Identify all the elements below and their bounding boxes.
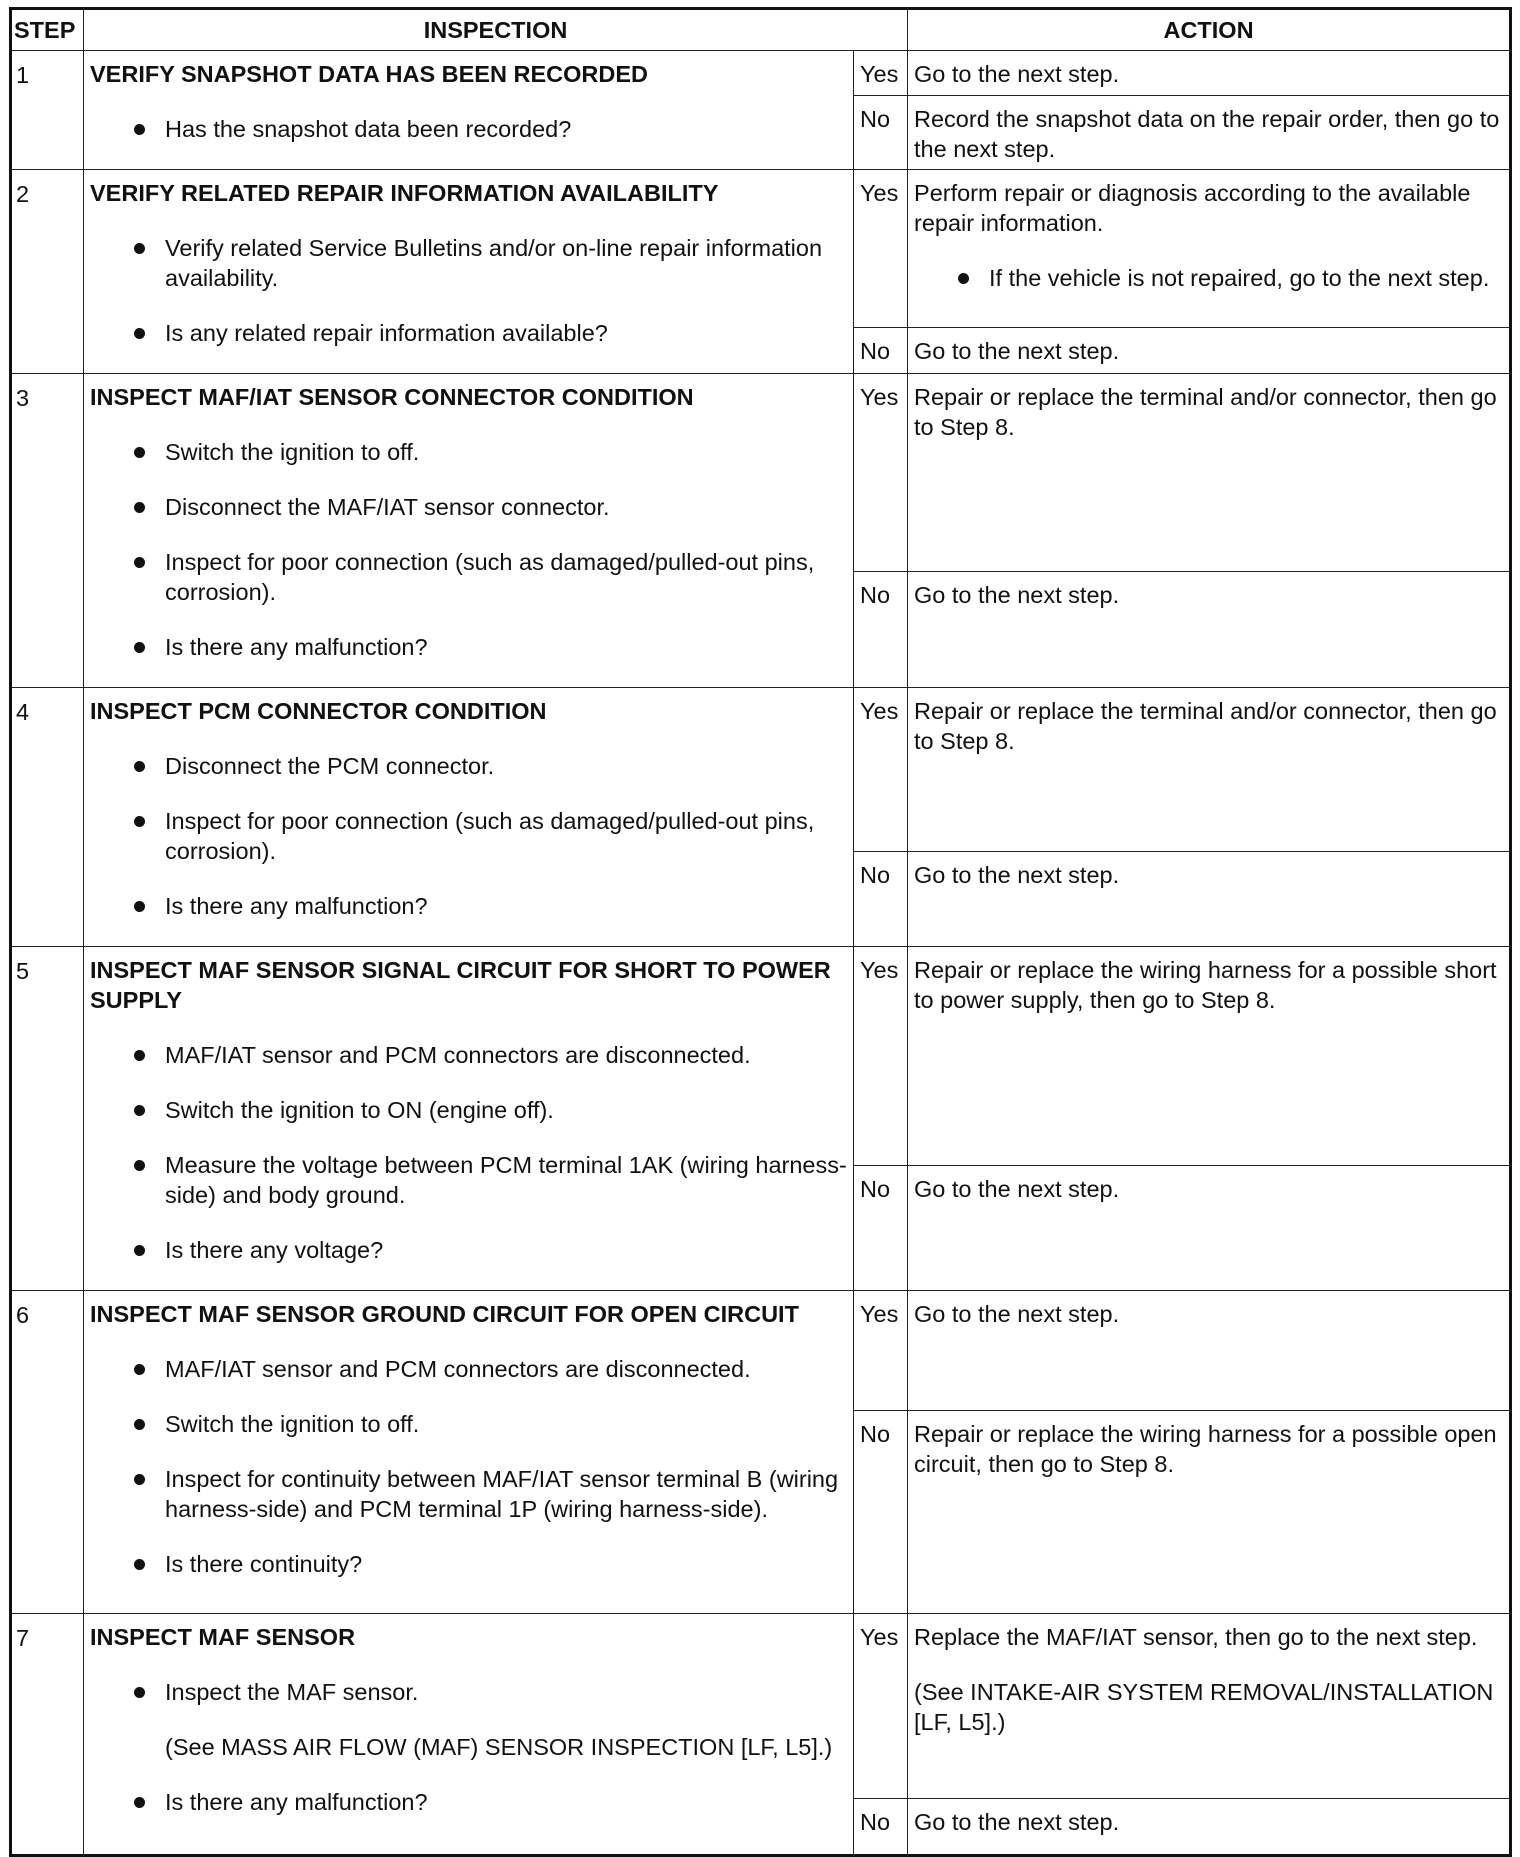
inspection-item-text: Inspect for poor connection (such as damaged/pulled-out pins, corrosion). — [165, 808, 815, 864]
table-row — [11, 374, 1511, 572]
inspection-item — [90, 751, 847, 781]
inspection-item-text: Is there continuity? — [165, 1551, 363, 1577]
yes-label: Yes — [854, 51, 908, 96]
inspection-item — [90, 1409, 847, 1439]
bullet-icon — [134, 1105, 145, 1116]
bullet-icon — [134, 557, 145, 568]
yes-action-text: Repair or replace the wiring harness for a possible short to power supply, then go to Step 8. — [914, 957, 1497, 1013]
inspection-item-text: Measure the voltage between PCM terminal 1AK (wiring harness-side) and body ground. — [165, 1152, 847, 1208]
inspection-item-text: Disconnect the MAF/IAT sensor connector. — [165, 494, 610, 520]
inspection-item — [90, 891, 847, 921]
inspection-cell — [84, 170, 854, 374]
no-action-text: Go to the next step. — [914, 1809, 1120, 1835]
inspection-cell — [84, 947, 854, 1291]
inspection-item-text: MAF/IAT sensor and PCM connectors are disconnected. — [165, 1042, 751, 1068]
no-action-cell — [908, 327, 1511, 373]
inspection-cell — [84, 1291, 854, 1614]
bullet-icon — [134, 124, 145, 135]
no-label: No — [854, 1166, 908, 1291]
inspection-item-text: Disconnect the PCM connector. — [165, 753, 495, 779]
table-row — [11, 1291, 1511, 1411]
table-row — [11, 170, 1511, 328]
bullet-icon — [134, 1245, 145, 1256]
yes-action-cell — [908, 1291, 1511, 1411]
bullet-icon — [134, 1160, 145, 1171]
bullet-icon — [134, 816, 145, 827]
yes-label: Yes — [854, 374, 908, 572]
inspection-title: INSPECT MAF SENSOR — [90, 1624, 356, 1650]
yes-label: Yes — [854, 688, 908, 852]
inspection-title: INSPECT MAF SENSOR GROUND CIRCUIT FOR OPEN CIRCUIT — [90, 1301, 799, 1327]
no-action-cell — [908, 1166, 1511, 1291]
inspection-item — [90, 1150, 847, 1210]
yes-label: Yes — [854, 1614, 908, 1799]
no-action-cell — [908, 1799, 1511, 1856]
inspection-item-text: Switch the ignition to off. — [165, 1411, 420, 1437]
no-action-text: Go to the next step. — [914, 582, 1120, 609]
inspection-note: (See MASS AIR FLOW (MAF) SENSOR INSPECTION [LF, L5].) — [165, 1734, 833, 1760]
step-number: 6 — [11, 1291, 84, 1614]
yes-action-cell — [908, 374, 1511, 572]
no-label: No — [854, 1411, 908, 1614]
table-body — [11, 51, 1511, 1856]
yes-action-text: Perform repair or diagnosis according to the available repair information. — [914, 180, 1471, 236]
no-action-text: Go to the next step. — [914, 861, 1120, 888]
header-row — [11, 9, 1511, 51]
yes-label: Yes — [854, 170, 908, 328]
step-number: 7 — [11, 1614, 84, 1856]
step-number: 1 — [11, 51, 84, 170]
no-action-cell — [908, 851, 1511, 946]
no-action-text: Record the snapshot data on the repair order, then go to the next step. — [914, 106, 1500, 163]
inspection-item — [90, 1040, 847, 1070]
yes-action-reference: (See INTAKE-AIR SYSTEM REMOVAL/INSTALLATION [LF, L5].) — [914, 1679, 1494, 1735]
yes-action-text: Replace the MAF/IAT sensor, then go to the next step. — [914, 1624, 1478, 1650]
inspection-item — [90, 632, 847, 662]
step-number: 5 — [11, 947, 84, 1291]
inspection-item — [90, 1095, 847, 1125]
inspection-item — [90, 1464, 847, 1524]
bullet-icon — [134, 901, 145, 912]
table-row — [11, 947, 1511, 1166]
inspection-item-text: Switch the ignition to off. — [165, 439, 420, 465]
bullet-icon — [134, 1797, 145, 1808]
step-number: 3 — [11, 374, 84, 688]
no-label: No — [854, 1799, 908, 1856]
yes-action-bullet-text: If the vehicle is not repaired, go to the next step. — [989, 265, 1490, 291]
inspection-item-text: MAF/IAT sensor and PCM connectors are disconnected. — [165, 1356, 751, 1382]
header-step: STEP — [11, 9, 84, 51]
no-action-text: Repair or replace the wiring harness for a possible open circuit, then go to Step 8. — [914, 1421, 1497, 1477]
inspection-item — [90, 318, 847, 348]
diagnostic-table — [9, 7, 1512, 1857]
inspection-item — [90, 806, 847, 866]
inspection-item — [90, 492, 847, 522]
inspection-item — [90, 1787, 847, 1817]
bullet-icon — [134, 243, 145, 254]
inspection-item-text: Inspect for poor connection (such as damaged/pulled-out pins, corrosion). — [165, 549, 815, 605]
bullet-icon — [134, 1559, 145, 1570]
inspection-item — [90, 1354, 847, 1384]
bullet-icon — [134, 328, 145, 339]
inspection-item-text: Inspect for continuity between MAF/IAT sensor terminal B (wiring harness-side) and PCM terminal 1P (wiring harness-side). — [165, 1466, 839, 1522]
header-action: ACTION — [908, 9, 1511, 51]
bullet-icon — [134, 1687, 145, 1698]
yes-action-cell — [908, 947, 1511, 1166]
no-label: No — [854, 96, 908, 170]
yes-action-cell — [908, 688, 1511, 852]
inspection-item — [90, 1235, 847, 1265]
yes-action-cell — [908, 1614, 1511, 1799]
inspection-item-text: Switch the ignition to ON (engine off). — [165, 1097, 554, 1123]
bullet-icon — [134, 1050, 145, 1061]
yes-action-text: Repair or replace the terminal and/or connector, then go to Step 8. — [914, 698, 1497, 754]
table-row — [11, 688, 1511, 852]
inspection-item — [90, 547, 847, 607]
yes-action-cell — [908, 51, 1511, 96]
yes-action-cell — [908, 170, 1511, 328]
bullet-icon — [134, 1419, 145, 1430]
inspection-title: INSPECT PCM CONNECTOR CONDITION — [90, 698, 547, 724]
bullet-icon — [134, 642, 145, 653]
header-inspection: INSPECTION — [84, 9, 908, 51]
yes-action-text: Repair or replace the terminal and/or connector, then go to Step 8. — [914, 384, 1497, 440]
table-row — [11, 51, 1511, 96]
bullet-icon — [134, 1364, 145, 1375]
inspection-item — [90, 1549, 847, 1579]
inspection-title: VERIFY RELATED REPAIR INFORMATION AVAILABILITY — [90, 180, 719, 206]
inspection-cell — [84, 688, 854, 947]
inspection-title: VERIFY SNAPSHOT DATA HAS BEEN RECORDED — [90, 61, 648, 87]
yes-action-bullet — [914, 263, 1503, 293]
no-label: No — [854, 572, 908, 688]
inspection-item — [90, 114, 847, 144]
diagnostic-procedure-page — [9, 7, 1509, 1835]
inspection-item-text: Is any related repair information available? — [165, 320, 608, 346]
inspection-item-text: Is there any voltage? — [165, 1237, 384, 1263]
inspection-cell — [84, 374, 854, 688]
yes-label: Yes — [854, 947, 908, 1166]
inspection-title: INSPECT MAF SENSOR SIGNAL CIRCUIT FOR SHORT TO POWER SUPPLY — [90, 957, 831, 1013]
inspection-cell — [84, 1614, 854, 1856]
no-action-text: Go to the next step. — [914, 337, 1120, 364]
table-row — [11, 1614, 1511, 1799]
no-action-cell — [908, 96, 1511, 170]
bullet-icon — [134, 761, 145, 772]
bullet-icon — [958, 273, 969, 284]
inspection-item-text: Is there any malfunction? — [165, 1789, 428, 1815]
inspection-item-text: Inspect the MAF sensor. — [165, 1679, 419, 1705]
bullet-icon — [134, 1474, 145, 1485]
step-number: 4 — [11, 688, 84, 947]
bullet-icon — [134, 502, 145, 513]
no-action-cell — [908, 572, 1511, 688]
yes-action-text: Go to the next step. — [914, 61, 1120, 87]
yes-label: Yes — [854, 1291, 908, 1411]
inspection-cell — [84, 51, 854, 170]
no-label: No — [854, 327, 908, 373]
inspection-item-text: Is there any malfunction? — [165, 893, 428, 919]
inspection-item — [90, 1677, 847, 1707]
inspection-item-text: Verify related Service Bulletins and/or on-line repair information availability. — [165, 235, 823, 291]
bullet-icon — [134, 447, 145, 458]
inspection-item-text: Has the snapshot data been recorded? — [165, 116, 572, 142]
inspection-title: INSPECT MAF/IAT SENSOR CONNECTOR CONDITION — [90, 384, 694, 410]
no-action-text: Go to the next step. — [914, 1176, 1120, 1203]
yes-action-text: Go to the next step. — [914, 1301, 1120, 1327]
no-action-cell — [908, 1411, 1511, 1614]
inspection-item-text: Is there any malfunction? — [165, 634, 428, 660]
step-number: 2 — [11, 170, 84, 374]
inspection-item — [90, 437, 847, 467]
no-label: No — [854, 851, 908, 946]
inspection-item — [90, 233, 847, 293]
